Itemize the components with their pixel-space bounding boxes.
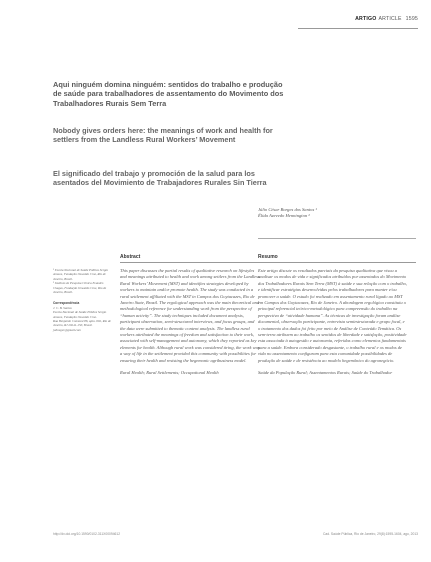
correspondence-line: Escola Nacional de Saúde Pública Sergio Arouca, Fundação Oswaldo Cruz. [53,310,107,319]
abstract-body [120,268,260,383]
abstract-divider [120,262,260,263]
title-portuguese: Aqui ninguém domina ninguém: sentidos do trabalho e produção de saúde para trabalhadores de assentamento do Movimento dos Trabalhadores Rurais Sem Terra [53,80,284,108]
affiliation: ² Instituto de Pesquisa Clínica Evandro Chagas, Fundação Oswaldo Cruz, Rio de Janeiro, Brasil. [53,281,107,295]
affiliation: ¹ Escola Nacional de Saúde Pública Sergio Arouca, Fundação Oswaldo Cruz, Rio de Janeiro, Brasil. [53,268,109,281]
correspondence-line: Rua Benjamin Constant 86, apto. 602, Rio de Janeiro, RJ 20241-150, Brasil. [53,319,111,328]
journal-citation: Cad. Saúde Pública, Rio de Janeiro, 29(8):1595-1604, ago, 2013 [323,532,418,536]
correspondence-email[interactable]: julioeger@gmail.com [53,327,81,332]
resumo-text: Este artigo discute os resultados parciais da pesquisa qualitativa que visou a analisar os modos de vida e significados atribuídos por assentados do Movimento dos Trabalhadores Rurais Sem Terra (MST) à saúde e sua relação com o trabalho, e identificar estratégias desenvolvidas pelos trabalhadores para manter e/ou promover a saúde. O estudo foi realizado em assentamento rural ligado ao MST em Campos dos Goytacazes, Rio de Janeiro. A abordagem ergológica constituiu o principal referencial teórico-metodológico para compreensão do trabalho na perspectiva de “atividade humana”. As técnicas de investigação foram análise documental, observação participante, entrevista semiestruturada e grupo focal, e o tratamento dos dados foi feito por meio de Análise de Conteúdo Temática. Os sem-terra atribuem ao trabalho os sentidos de liberdade e satisfação, positividade esta associada à autogestão e autonomia, referidas como elementos fundamentais para a saúde. Embora considerado desgastante, o trabalho rural e os modos de vida no assentamento configuram para esta comunidade possibilidades de produção de saúde e de resistência ao modelo hegemônico do agronegócio. [258,268,408,363]
doi-link[interactable]: http://dx.doi.org/10.1590/0102-311X00094612 [53,532,121,536]
section-tag: ARTIGO [355,16,377,22]
title-spanish: El significado del trabajo y promoción de la salud para los asentados del Movimiento de Trabajadores Rurales Sin Tierra [53,169,267,188]
correspondence-label: Correspondência [53,301,80,306]
author-list [258,207,317,220]
header-divider [298,28,418,29]
title-english: Nobody gives orders here: the meanings of work and health for settlers from the Landless Rural Workers’ Movement [53,126,273,145]
page-number: 1595 [405,16,418,22]
running-header [355,10,418,28]
abstract-heading: Abstract [120,254,141,260]
section-tag-en: ARTICLE [378,16,402,22]
authors-divider [258,238,416,239]
correspondence-line: J. C. B. Santos [53,305,72,310]
resumo-heading: Resumo [258,254,278,260]
resumo-keywords: Saúde da População Rural; Assentamentos Rurais; Saúde do Trabalhador [258,370,393,376]
resumo-divider [258,262,416,263]
abstract-keywords: Rural Health; Rural Settlements; Occupational Health [120,370,219,376]
affiliations [53,268,111,332]
abstract-text: This paper discusses the partial results of qualitative research on lifestyles and meanings attributed to health and work among settlers from the Landless Rural Workers’ Movement (MST) and identifies strategies developed by workers to maintain and/or promote health. The study was conducted in a rural settlement affiliated with the MST in Campos dos Goytacazes, Rio de Janeiro State, Brazil. The ergological approach was the main theoretical and methodological reference for understanding work from the perspective of “human activity”. The study techniques included document analysis, participant observation, semi-structured interviews, and focus groups, and the data were submitted to thematic content analysis. The landless rural workers attributed the meanings of freedom and satisfaction to their work, associated with self-management and autonomy, which they reported as key elements for health. Although rural work was considered tiring, the work was a way of life in the settlement provided this community with possibilities for ensuring their health and resisting the hegemonic agribusiness model. [120,268,260,363]
author-name: Élida Azevedo Hennington ² [258,213,310,219]
author-name: Júlio César Borges dos Santos ¹ [258,207,317,212]
resumo-body [258,268,408,383]
